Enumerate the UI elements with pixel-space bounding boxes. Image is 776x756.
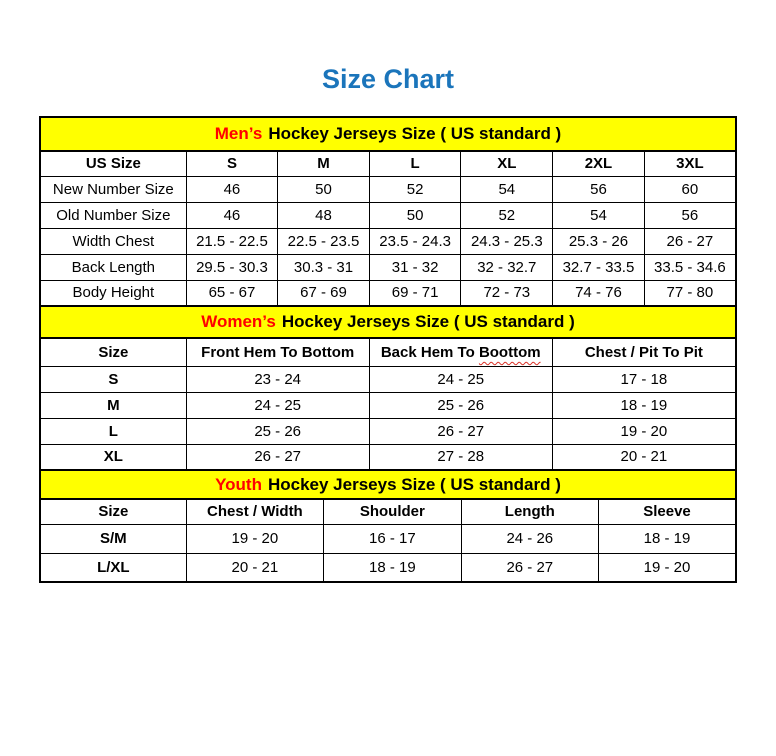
size-value: 32.7 - 33.5 (553, 254, 645, 280)
size-value: 52 (369, 176, 461, 202)
size-value: 25.3 - 26 (553, 228, 645, 254)
size-value: 20 - 21 (552, 444, 736, 470)
youth-col-header: Sleeve (599, 499, 736, 524)
size-value: 50 (278, 176, 370, 202)
youth-table-row (40, 553, 736, 582)
mens-table-row (40, 254, 736, 280)
mens-col-header: S (186, 151, 278, 176)
youth-col-header: Length (461, 499, 598, 524)
mens-col-header: 2XL (553, 151, 645, 176)
youth-size-table (39, 469, 737, 583)
row-label: Old Number Size (40, 202, 186, 228)
size-value: 56 (644, 202, 736, 228)
size-value: 26 - 27 (461, 553, 598, 582)
womens-table-row (40, 444, 736, 470)
size-value: 23.5 - 24.3 (369, 228, 461, 254)
size-value: 17 - 18 (552, 366, 736, 392)
womens-table-row (40, 366, 736, 392)
womens-table-row (40, 392, 736, 418)
youth-band-highlight: Youth (215, 474, 262, 494)
size-value: 25 - 26 (186, 418, 369, 444)
size-value: 24 - 25 (369, 366, 552, 392)
womens-band-title (40, 306, 736, 338)
size-value: 74 - 76 (553, 280, 645, 306)
youth-table-row (40, 524, 736, 553)
mens-col-header: XL (461, 151, 553, 176)
size-value: 54 (553, 202, 645, 228)
womens-table-row (40, 418, 736, 444)
row-label: Back Length (40, 254, 186, 280)
size-value: 31 - 32 (369, 254, 461, 280)
mens-col-header: 3XL (644, 151, 736, 176)
size-value: 24.3 - 25.3 (461, 228, 553, 254)
size-value: 26 - 27 (369, 418, 552, 444)
row-label: S (40, 366, 186, 392)
size-value: 26 - 27 (644, 228, 736, 254)
size-value: 27 - 28 (369, 444, 552, 470)
row-label: M (40, 392, 186, 418)
mens-table-row (40, 176, 736, 202)
size-chart-tables (39, 116, 737, 583)
womens-col-header: Size (40, 338, 186, 366)
mens-col-header: L (369, 151, 461, 176)
mens-band-rest: Hockey Jerseys Size ( US standard ) (268, 124, 562, 143)
size-value: 20 - 21 (186, 553, 323, 582)
size-value: 65 - 67 (186, 280, 278, 306)
mens-size-table (39, 116, 737, 307)
size-value: 50 (369, 202, 461, 228)
mens-band-highlight: Men’s (214, 124, 263, 143)
youth-col-header: Chest / Width (186, 499, 323, 524)
size-value: 26 - 27 (186, 444, 369, 470)
size-value: 67 - 69 (278, 280, 370, 306)
mens-col-header: M (278, 151, 370, 176)
size-value: 32 - 32.7 (461, 254, 553, 280)
youth-band-title (40, 470, 736, 499)
row-label: L/XL (40, 553, 186, 582)
size-value: 22.5 - 23.5 (278, 228, 370, 254)
womens-col-header: Chest / Pit To Pit (552, 338, 736, 366)
col-header-text: Back Hem To (380, 343, 479, 361)
size-value: 72 - 73 (461, 280, 553, 306)
womens-col-header (369, 338, 552, 366)
size-value: 18 - 19 (552, 392, 736, 418)
mens-table-row (40, 202, 736, 228)
size-value: 29.5 - 30.3 (186, 254, 278, 280)
youth-col-header: Shoulder (324, 499, 461, 524)
youth-col-header: Size (40, 499, 186, 524)
row-label: XL (40, 444, 186, 470)
size-value: 25 - 26 (369, 392, 552, 418)
mens-table-row (40, 228, 736, 254)
size-value: 46 (186, 176, 278, 202)
mens-band-title (40, 117, 736, 151)
size-value: 52 (461, 202, 553, 228)
mens-col-header: US Size (40, 151, 186, 176)
row-label: L (40, 418, 186, 444)
size-value: 46 (186, 202, 278, 228)
misspelled-word: Boottom (478, 343, 541, 361)
size-value: 54 (461, 176, 553, 202)
womens-size-table (39, 305, 737, 471)
size-value: 19 - 20 (186, 524, 323, 553)
womens-band-highlight: Women’s (201, 312, 276, 331)
row-label: New Number Size (40, 176, 186, 202)
size-value: 60 (644, 176, 736, 202)
row-label: Body Height (40, 280, 186, 306)
size-value: 18 - 19 (324, 553, 461, 582)
size-value: 24 - 25 (186, 392, 369, 418)
womens-col-header: Front Hem To Bottom (186, 338, 369, 366)
size-value: 56 (553, 176, 645, 202)
row-label: S/M (40, 524, 186, 553)
size-value: 77 - 80 (644, 280, 736, 306)
size-value: 30.3 - 31 (278, 254, 370, 280)
womens-band-rest: Hockey Jerseys Size ( US standard ) (281, 312, 575, 331)
size-value: 19 - 20 (552, 418, 736, 444)
size-value: 48 (278, 202, 370, 228)
size-value: 21.5 - 22.5 (186, 228, 278, 254)
size-value: 24 - 26 (461, 524, 598, 553)
size-value: 23 - 24 (186, 366, 369, 392)
size-value: 18 - 19 (599, 524, 736, 553)
size-value: 19 - 20 (599, 553, 736, 582)
size-value: 69 - 71 (369, 280, 461, 306)
size-value: 16 - 17 (324, 524, 461, 553)
size-value: 33.5 - 34.6 (644, 254, 736, 280)
page-title: Size Chart (321, 64, 455, 94)
youth-band-rest: Hockey Jerseys Size ( US standard ) (267, 474, 561, 494)
mens-table-row (40, 280, 736, 306)
row-label: Width Chest (40, 228, 186, 254)
